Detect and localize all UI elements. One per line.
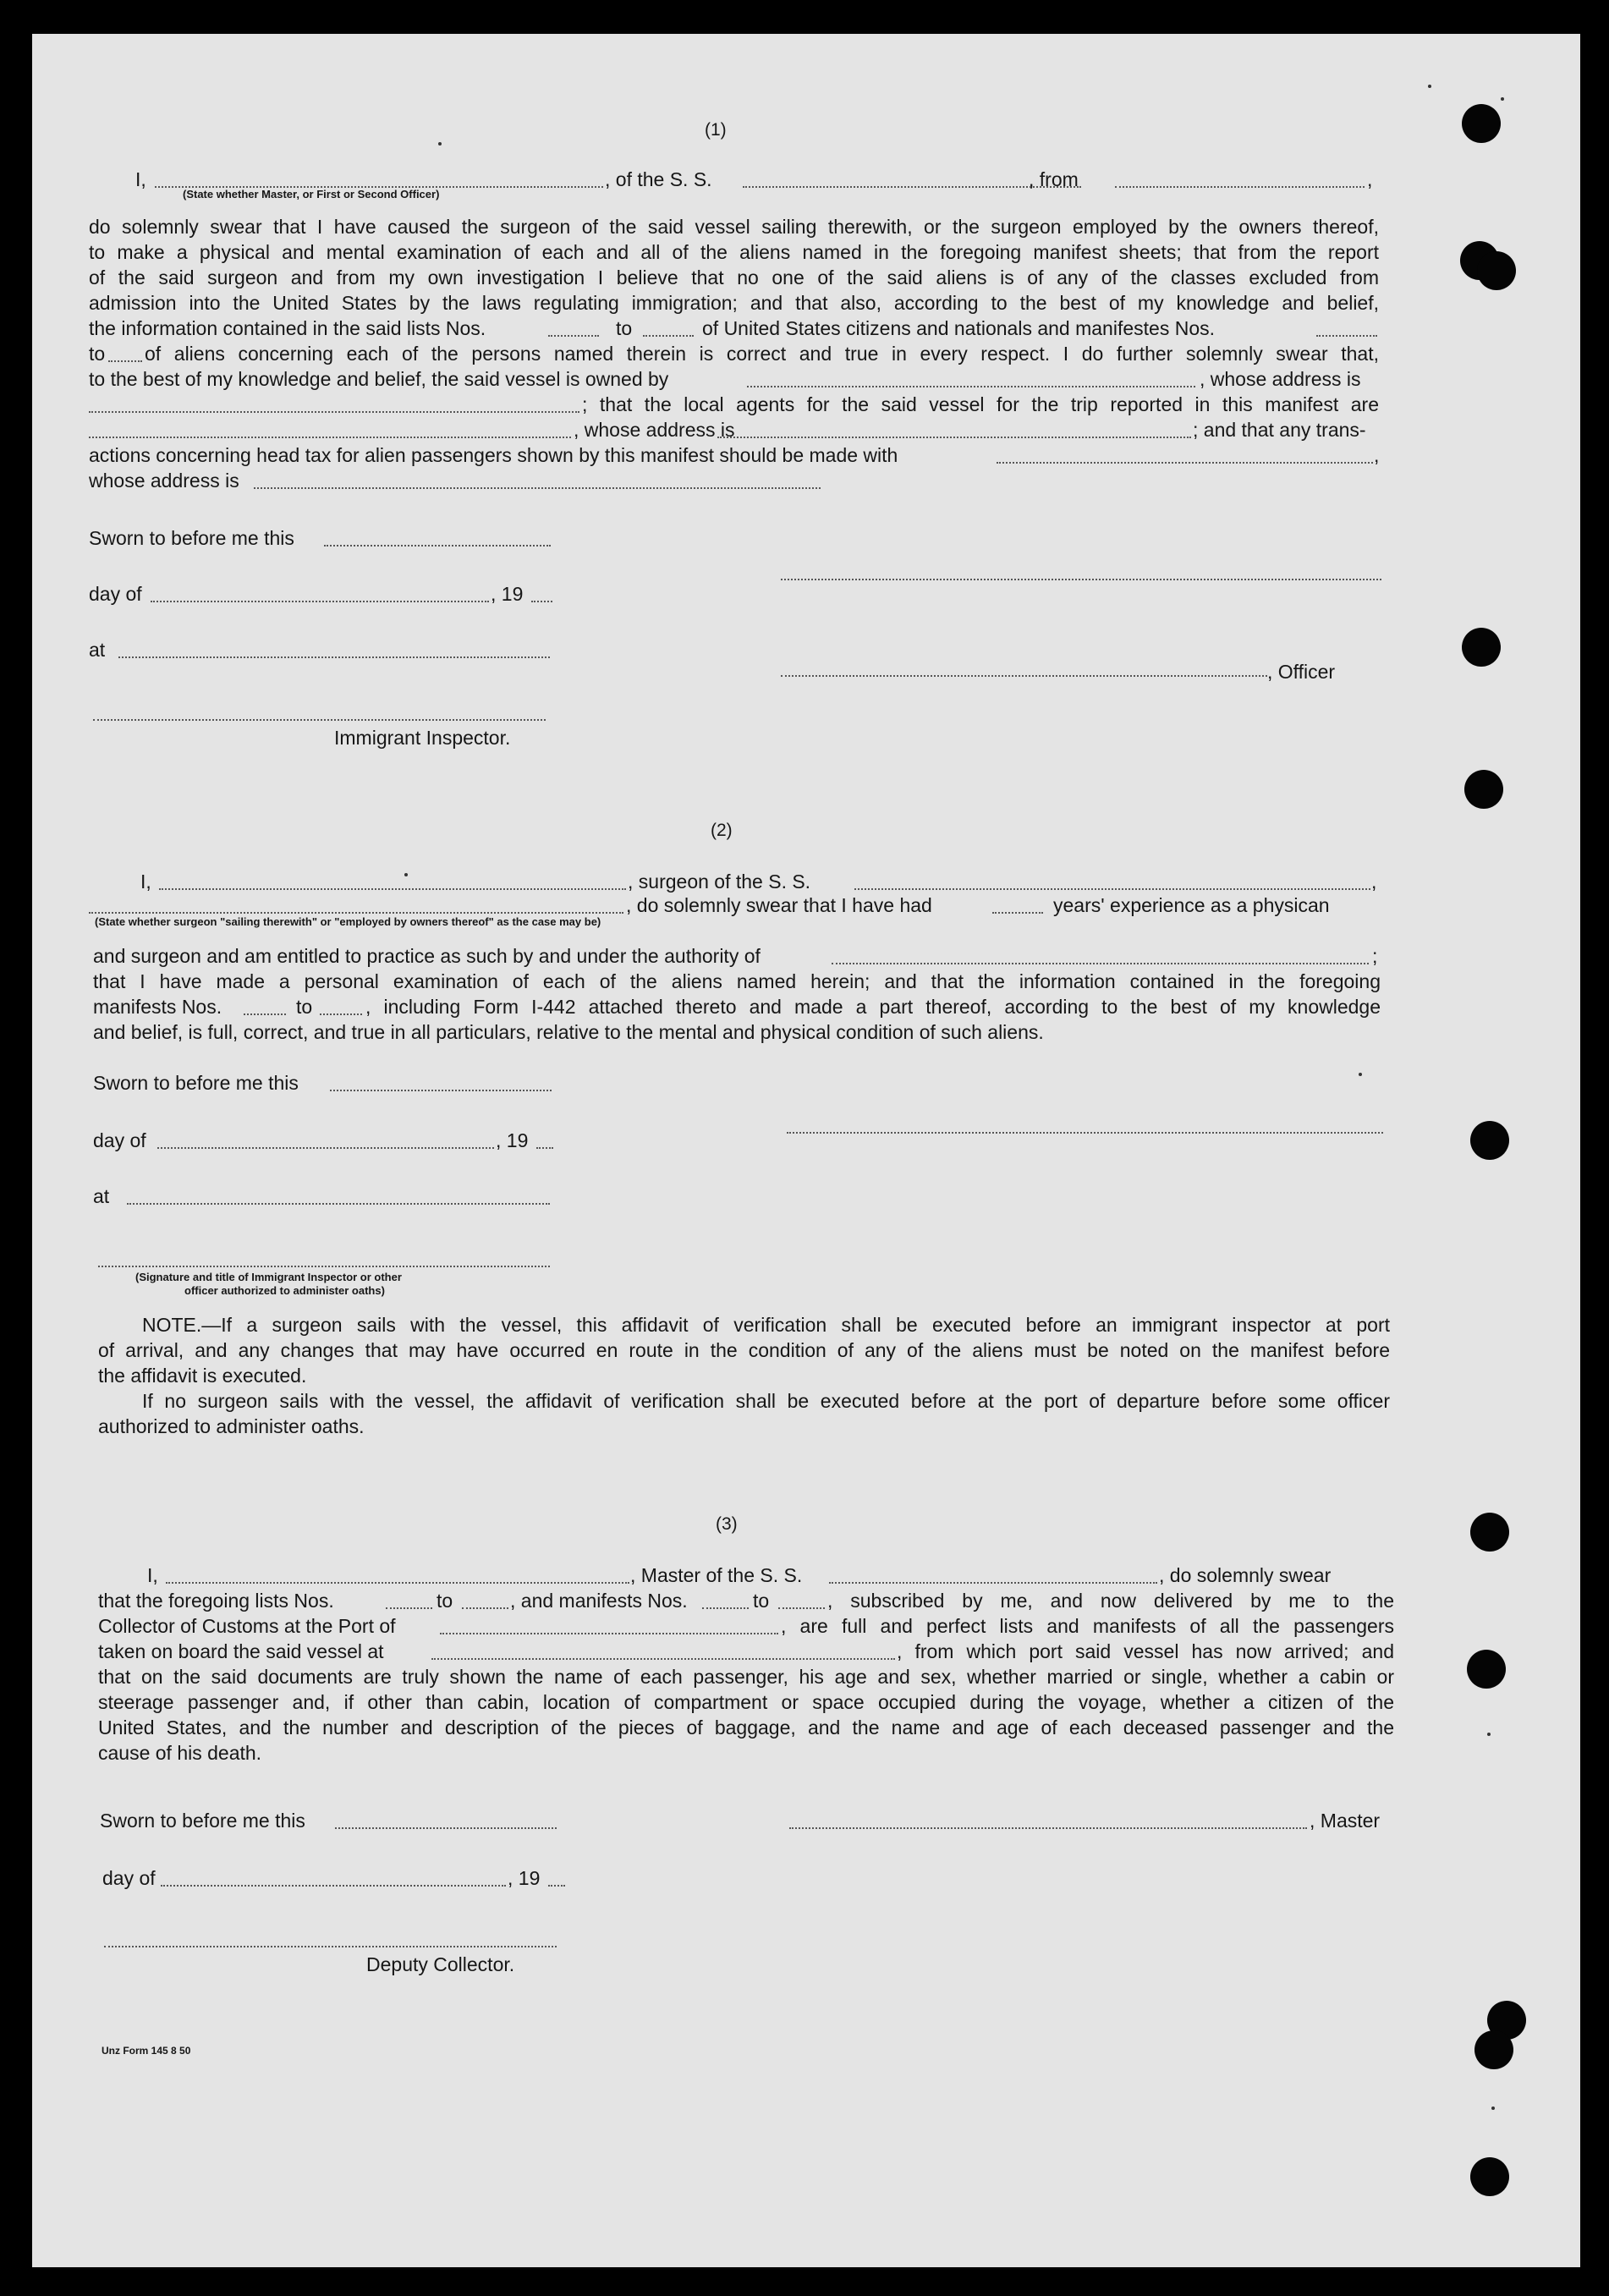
s1-at-label: at (89, 639, 106, 661)
s1-officer-label: , Officer (1267, 661, 1336, 683)
s2-surgeon-type-blank[interactable] (89, 912, 623, 914)
s2-sig-note-1: (Signature and title of Immigrant Inspector or other (135, 1271, 402, 1283)
s1-at-blank[interactable] (118, 656, 550, 658)
s1-day-label: day of (89, 583, 142, 605)
s3-manifest-from-blank[interactable] (702, 1607, 749, 1609)
s1-inspector-label: Immigrant Inspector. (334, 727, 511, 749)
s3-ship-name-blank[interactable] (829, 1582, 1157, 1584)
s2-authority-label: and surgeon and am entitled to practice as such by and under the authority of (93, 945, 761, 967)
s3-death-line: cause of his death. (98, 1742, 262, 1764)
s3-day-blank[interactable] (161, 1885, 506, 1887)
s3-master-signature-line[interactable] (789, 1827, 1307, 1829)
s2-authority-blank[interactable] (832, 963, 1369, 964)
form-number: Unz Form 145 8 50 (102, 2045, 191, 2057)
s2-note-line: If no surgeon sails with the vessel, the affidavit of verification shall be executed before at the port of departure before some officer (142, 1390, 1390, 1412)
s1-from-label: , from (1029, 168, 1079, 190)
s1-lists-label: the information contained in the said lists Nos. (89, 317, 486, 339)
s2-semicolon: ; (1372, 945, 1378, 967)
s1-para-line: to make a physical and mental examination of each and all of the aliens named in the foregoing manifest sheets; that from the report (89, 241, 1379, 263)
s1-comma: , (1367, 168, 1373, 190)
s1-to-label-2: to (89, 343, 106, 365)
s1-para-line: admission into the United States by the laws regulating immigration; and that also, according to the best of my knowledge and belief, (89, 292, 1379, 314)
s3-collector-label-sig: Deputy Collector. (366, 1953, 515, 1975)
s1-headtax-address-blank[interactable] (254, 487, 821, 489)
s2-at-label: at (93, 1185, 110, 1207)
s3-lists-from-blank[interactable] (386, 1607, 432, 1609)
s2-experience-label: years' experience as a physican (1053, 894, 1330, 916)
s2-manifest-to-blank[interactable] (320, 1013, 362, 1015)
s3-collector-line[interactable] (104, 1946, 557, 1947)
s3-day-label: day of (102, 1867, 156, 1889)
s1-comma-2: , (1374, 444, 1380, 466)
s3-sworn-label: Sworn to before me this (100, 1810, 305, 1832)
s3-lists-label: that the foregoing lists Nos. (98, 1590, 334, 1612)
s1-year-label: , 19 (491, 583, 524, 605)
binder-hole (1477, 251, 1516, 290)
speck (1501, 97, 1504, 101)
s3-subscribed-line: , subscribed by me, and now delivered by me to the (827, 1590, 1394, 1612)
s1-from-port-blank[interactable] (1115, 186, 1365, 188)
s1-sworn-label: Sworn to before me this (89, 527, 294, 549)
s1-para-line: do solemnly swear that I have caused the surgeon of the said vessel sailing therewith, or the surgeon employed by the owners thereof, (89, 216, 1379, 238)
s1-agents-address-label: , whose address is (574, 419, 735, 441)
speck (404, 873, 408, 876)
binder-hole (1464, 770, 1503, 809)
binder-hole (1462, 104, 1501, 143)
s1-agents-line: ; that the local agents for the said vessel for the trip reported in this manifest are (582, 393, 1379, 415)
speck (1487, 1733, 1491, 1736)
binder-hole (1470, 2157, 1509, 2196)
s1-i-label: I, (135, 168, 146, 190)
s1-manifest-to-blank[interactable] (108, 360, 142, 362)
s2-year-label: , 19 (496, 1129, 529, 1151)
s2-note-line: the affidavit is executed. (98, 1365, 307, 1387)
s1-manifest-from-blank[interactable] (1316, 335, 1377, 337)
s3-manifest-to-blank[interactable] (778, 1607, 825, 1609)
section-3-heading: (3) (716, 1514, 738, 1534)
s3-arrived-line: , from which port said vessel has now arrived; and (897, 1640, 1394, 1662)
s3-master-name-blank[interactable] (166, 1582, 629, 1584)
s2-inspector-line[interactable] (98, 1266, 550, 1267)
s1-rank-note: (State whether Master, or First or Second Officer) (183, 188, 440, 200)
s2-belief-line: and belief, is full, correct, and true in all particulars, relative to the mental and physical condition of such aliens. (93, 1021, 1044, 1043)
s2-day-label: day of (93, 1129, 146, 1151)
speck (1359, 1073, 1362, 1076)
s3-lists-line: , are full and perfect lists and manifests of all the passengers (781, 1615, 1394, 1637)
s3-para-line: that on the said documents are truly shown the name of each passenger, his age and sex, whether married or single, whether a cabin or (98, 1666, 1394, 1688)
s2-to-label: to (296, 996, 313, 1018)
s2-examination-line: that I have made a personal examination of each of the aliens named herein; and that the information contained in the foregoing (93, 970, 1381, 992)
s1-lists-to-blank[interactable] (643, 335, 694, 337)
speck (438, 142, 442, 146)
binder-hole (1470, 1121, 1509, 1160)
s3-to-label: to (437, 1590, 453, 1612)
binder-hole (1470, 1513, 1509, 1552)
s1-address-label: , whose address is (1200, 368, 1361, 390)
s2-note-line: authorized to administer oaths. (98, 1415, 365, 1437)
s2-swear-label: , do solemnly swear that I have had (626, 894, 932, 916)
s2-ship-name-blank[interactable] (854, 888, 1370, 890)
s1-whose-address-label: whose address is (89, 470, 239, 492)
s1-ship-label: , of the S. S. (605, 168, 712, 190)
s3-sworn-blank[interactable] (335, 1827, 557, 1829)
s1-owner-blank[interactable] (747, 386, 1195, 387)
section-1-heading: (1) (705, 120, 727, 140)
s2-comma: , (1371, 871, 1377, 893)
s2-surgeon-label: , surgeon of the S. S. (628, 871, 811, 893)
s2-sig-note-2: officer authorized to administer oaths) (184, 1284, 385, 1297)
s1-lists-from-blank[interactable] (548, 335, 599, 337)
s3-manifests-label: , and manifests Nos. (510, 1590, 688, 1612)
s2-sworn-blank[interactable] (330, 1090, 552, 1091)
s1-owned-label: to the best of my knowledge and belief, the said vessel is owned by (89, 368, 669, 390)
s1-officer-line[interactable] (781, 675, 1267, 677)
s2-sworn-label: Sworn to before me this (93, 1072, 299, 1094)
form-sheet (32, 34, 1580, 2267)
s1-to-label: to (616, 317, 633, 339)
s2-note-line: of arrival, and any changes that may have occurred en route in the condition of any of the aliens must be noted on the manifest before (98, 1339, 1390, 1361)
s1-para-line: of the said surgeon and from my own investigation I believe that no one of the said aliens is of any of the classes excluded from (89, 266, 1379, 288)
s2-year-blank[interactable] (536, 1147, 553, 1149)
s3-departure-port-blank[interactable] (431, 1658, 895, 1660)
s2-day-blank[interactable] (157, 1147, 494, 1149)
s3-para-line: United States, and the number and description of the pieces of baggage, and the name and age of each deceased passenger and the (98, 1717, 1394, 1738)
s3-taken-label: taken on board the said vessel at (98, 1640, 384, 1662)
s3-master-sign-label: , Master (1310, 1810, 1381, 1832)
s3-port-blank[interactable] (440, 1633, 778, 1634)
s1-agents-address-blank[interactable] (717, 437, 1191, 438)
s2-years-blank[interactable] (992, 912, 1043, 914)
section-2-heading: (2) (711, 821, 733, 840)
s1-owner-address-blank[interactable] (89, 411, 579, 413)
s1-trans-label: ; and that any trans- (1193, 419, 1366, 441)
s2-surgeon-note: (State whether surgeon "sailing therewith" or "employed by owners thereof" as the case may be) (95, 915, 601, 928)
s1-signature-line[interactable] (781, 579, 1381, 580)
s1-year-blank[interactable] (531, 601, 552, 602)
s1-aliens-line: of aliens concerning each of the persons named therein is correct and true in every respect. I do further solemnly swear that, (145, 343, 1379, 365)
s1-sworn-blank[interactable] (324, 545, 551, 547)
binder-hole (1474, 2030, 1513, 2069)
s1-headtax-label: actions concerning head tax for alien passengers shown by this manifest should be made with (89, 444, 898, 466)
speck (1491, 2106, 1495, 2110)
s1-inspector-line[interactable] (93, 719, 546, 721)
s3-swear-label: , do solemnly swear (1159, 1564, 1332, 1586)
s2-i-label: I, (140, 871, 151, 893)
s1-agents-blank[interactable] (89, 437, 571, 438)
s2-form-line: , including Form I-442 attached thereto and made a part thereof, according to the best of my knowledge (365, 996, 1381, 1018)
s3-para-line: steerage passenger and, if other than cabin, location of compartment or space occupied during the voyage, whether a citizen of the (98, 1691, 1394, 1713)
s3-lists-to-blank[interactable] (462, 1607, 508, 1609)
speck (1428, 85, 1431, 88)
s2-surgeon-name-blank[interactable] (159, 888, 626, 890)
s2-signature-line[interactable] (787, 1132, 1383, 1134)
s3-i-label: I, (147, 1564, 158, 1586)
s3-to-label-2: to (753, 1590, 770, 1612)
s3-master-label: , Master of the S. S. (630, 1564, 803, 1586)
s2-manifest-from-blank[interactable] (244, 1013, 286, 1015)
s1-citizens-label: of United States citizens and nationals and manifestes Nos. (702, 317, 1216, 339)
s1-headtax-blank[interactable] (997, 462, 1373, 464)
s2-note-line: NOTE.—If a surgeon sails with the vessel, this affidavit of verification shall be executed before an immigrant inspector at port (142, 1314, 1390, 1336)
s3-collector-label: Collector of Customs at the Port of (98, 1615, 396, 1637)
s1-day-blank[interactable] (151, 601, 489, 602)
s3-year-label: , 19 (508, 1867, 541, 1889)
binder-hole (1462, 628, 1501, 667)
s3-year-blank[interactable] (548, 1885, 565, 1887)
s2-at-blank[interactable] (127, 1203, 550, 1205)
s2-manifests-label: manifests Nos. (93, 996, 222, 1018)
binder-hole (1467, 1650, 1506, 1689)
